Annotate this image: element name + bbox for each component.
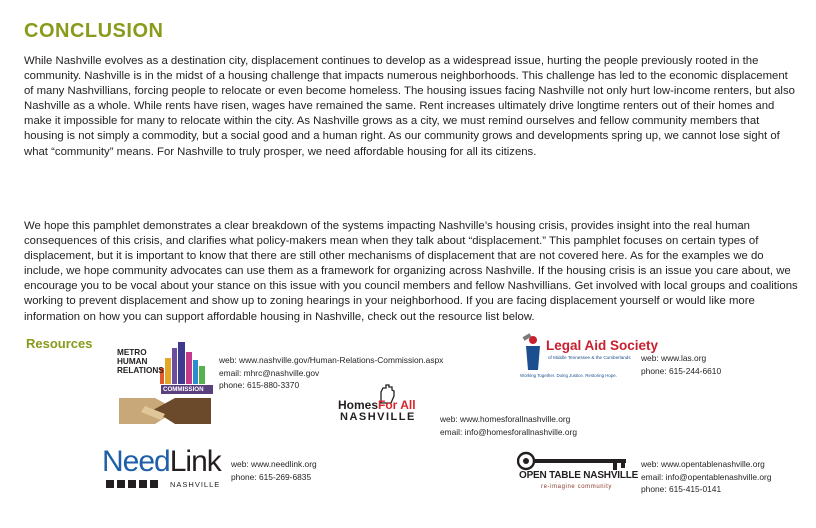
needlink-web: web: www.needlink.org: [231, 459, 317, 469]
legal-aid-society-logo: [518, 330, 659, 382]
open-table-contact: [641, 458, 771, 496]
metro-logo-line: RELATIONS: [117, 366, 164, 375]
needlink-logo-need: Need: [102, 445, 170, 478]
needlink-logo-sub: NASHVILLE: [170, 480, 221, 489]
needlink-service-icons: [106, 479, 162, 489]
conclusion-paragraph-1: While Nashville evolves as a destination city, displacement continues to develop as a widespread issue, hurting the people previously rooted in the community. Nashville is in the midst of a housing challenge that impacts numerous neighborhoods. This challenge has led to the economic displacement of many Nashvillians, forcing people to relocate or even become homeless. The housing issues facing Nashville not only hurt low-income renters, but also Nashville as a whole. While rents have risen, wages have remained the same. Rent increases ultimately drive longtime renters out of their homes and make it impossible for many to relocate within the city. As Nashville grows as a city, we must remind ourselves and fellow community members that housing is not simply a commodity, but a social good and a human right. As our community grows and developments spring up, we cannot lose sight of what “community” means. For Nashville to truly prosper, we need affordable housing for all its citizens.: [24, 55, 795, 158]
homes-for-all-logo-nashville: NASHVILLE: [340, 411, 416, 423]
homes-for-all-web: web: www.homesforallnashville.org: [440, 414, 571, 424]
open-table-email: email: info@opentablenashville.org: [641, 471, 772, 482]
needlink-logo-link: Link: [169, 445, 221, 478]
homes-for-all-logo-word2: For All: [378, 398, 416, 412]
metro-logo-line: METRO: [117, 348, 147, 357]
legal-aid-logo-sub: of Middle Tennessee & the Cumberlands: [548, 355, 631, 360]
needlink-phone: phone: 615-269-6835: [231, 471, 312, 482]
open-table-logo-tagline: re-imagine community: [541, 484, 613, 490]
key-icon: [517, 451, 633, 471]
needlink-contact: [231, 458, 317, 483]
homes-for-all-email: email: info@homesforallnashville.org: [440, 426, 577, 437]
homes-for-all-contact: [440, 413, 577, 438]
metro-email: email: mhrc@nashville.gov: [219, 367, 320, 378]
metro-web: web: www.nashville.gov/Human-Relations-Commission.aspx: [219, 355, 444, 365]
open-table-nashville-logo: [517, 451, 639, 497]
homes-for-all-logo-word1: Homes: [338, 398, 379, 412]
legal-aid-contact: [641, 352, 721, 377]
legal-aid-web: web: www.las.org: [641, 353, 707, 363]
needlink-logo-wordmark: [102, 446, 221, 478]
homes-for-all-nashville-logo: [336, 382, 436, 422]
metro-phone: phone: 615-880-3370: [219, 380, 300, 391]
metro-logo-text: [117, 348, 164, 375]
conclusion-paragraph-2: We hope this pamphlet demonstrates a clear breakdown of the systems impacting Nashville’s housing crisis, provides insight into the real human consequences of this crisis, and clarifies what policy-makers mean when they talk about “displacement.” This pamphlet focuses on certain types of displacement, but it is important to know that there are still other mechanisms of displacement that are not covered here. As for the examples we do include, we hope community advocates can use them as a framework for organizing across Nashville. If the housing crisis is an issue you care about, we encourage you to be vocal about your stance on this issue with you council members and fellow Nashvillians. Get involved with local groups and coalitions working to prevent displacement and show up to zoning hearings in your neighborhood. If you are facing displacement yourself or would like more information on how you can support affordable housing in Nashville, check out the resource list below.: [24, 220, 798, 323]
page-title: CONCLUSION: [24, 20, 164, 42]
legal-aid-logo-name: Legal Aid Society: [546, 338, 659, 353]
homes-for-all-logo-title: [338, 398, 416, 412]
needlink-nashville-logo: [102, 446, 227, 496]
resources-heading: Resources: [26, 336, 93, 351]
legal-aid-phone: phone: 615-244-6610: [641, 365, 722, 376]
open-table-logo-name: OPEN TABLE NASHVILLE: [519, 470, 639, 481]
open-table-web: web: www.opentablenashville.org: [641, 459, 765, 469]
metro-logo-commission: COMMISSION: [163, 386, 204, 393]
open-table-phone: phone: 615-415-0141: [641, 484, 722, 495]
legal-aid-logo-tagline: Working Together. Doing Justice. Restoring Hope.: [520, 373, 617, 378]
metro-logo-line: HUMAN: [117, 357, 148, 366]
gavel-figure-icon: [520, 332, 546, 372]
